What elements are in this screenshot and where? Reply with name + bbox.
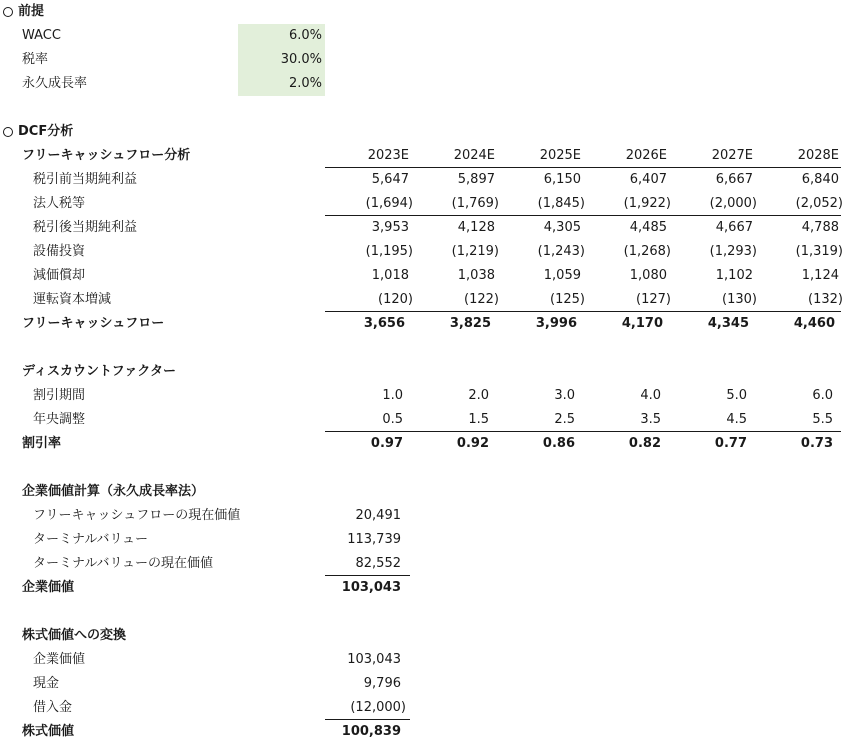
fcf-cell: 4,305 <box>543 220 581 235</box>
section-bullet-icon <box>3 127 13 137</box>
df-cell: 1.0 <box>382 388 403 403</box>
ev-total-cell: 103,043 <box>341 580 401 595</box>
equity-cell: (12,000) <box>350 700 406 715</box>
equity-cell: 9,796 <box>363 676 401 691</box>
year-header: 2026E <box>625 148 667 163</box>
df-total-cell: 0.92 <box>456 436 489 451</box>
fcf-cell: 1,018 <box>371 268 409 283</box>
assumptions-header: 前提 <box>18 4 45 19</box>
fcf-cell: 1,102 <box>715 268 753 283</box>
df-total-cell: 0.97 <box>370 436 403 451</box>
fcf-total-cell: 3,825 <box>449 316 491 331</box>
df-total-cell: 0.77 <box>714 436 747 451</box>
fcf-cell: (1,694) <box>365 196 413 211</box>
df-header: ディスカウントファクター <box>22 364 177 379</box>
fcf-cell: (1,769) <box>451 196 499 211</box>
fcf-total-cell: 4,170 <box>621 316 663 331</box>
fcf-cell: (1,845) <box>537 196 585 211</box>
equity-total-cell: 100,839 <box>341 724 401 739</box>
fcf-cell: 1,059 <box>543 268 581 283</box>
ev-row-label: ターミナルバリュー <box>33 532 149 547</box>
fcf-cell: (130) <box>722 292 757 307</box>
df-cell: 5.5 <box>812 412 833 427</box>
assumption-value-tax[interactable]: 30.0% <box>280 52 322 67</box>
equity-row-label: 企業価値 <box>33 652 86 667</box>
fcf-header: フリーキャッシュフロー分析 <box>22 148 191 163</box>
year-header: 2028E <box>797 148 839 163</box>
fcf-cell: (1,319) <box>795 244 843 259</box>
assumption-value-wacc[interactable]: 6.0% <box>288 28 322 43</box>
df-cell: 1.5 <box>468 412 489 427</box>
df-cell: 3.5 <box>640 412 661 427</box>
equity-total-label: 株式価値 <box>22 724 75 739</box>
year-header: 2024E <box>453 148 495 163</box>
fcf-total-cell: 3,656 <box>363 316 405 331</box>
ev-cell: 113,739 <box>347 532 401 547</box>
df-row-label: 割引期間 <box>33 388 86 403</box>
fcf-cell: 5,897 <box>457 172 495 187</box>
fcf-cell: 1,038 <box>457 268 495 283</box>
fcf-total-cell: 3,996 <box>535 316 577 331</box>
fcf-row-label: 運転資本増減 <box>33 292 112 307</box>
dcf-header: DCF分析 <box>18 124 74 139</box>
df-cell: 2.0 <box>468 388 489 403</box>
fcf-cell: (1,243) <box>537 244 585 259</box>
df-cell: 6.0 <box>812 388 833 403</box>
df-cell: 4.0 <box>640 388 661 403</box>
fcf-cell: 1,080 <box>629 268 667 283</box>
assumption-label-growth: 永久成長率 <box>22 76 88 91</box>
equity-cell: 103,043 <box>347 652 401 667</box>
fcf-row-label: 設備投資 <box>33 244 86 259</box>
section-bullet-icon <box>3 7 13 17</box>
ev-total-label: 企業価値 <box>22 580 75 595</box>
fcf-cell: 4,667 <box>715 220 753 235</box>
df-cell: 0.5 <box>382 412 403 427</box>
df-row-label: 年央調整 <box>33 412 86 427</box>
fcf-cell: 4,128 <box>457 220 495 235</box>
fcf-cell: 3,953 <box>371 220 409 235</box>
df-cell: 5.0 <box>726 388 747 403</box>
fcf-cell: 6,407 <box>629 172 667 187</box>
fcf-cell: 5,647 <box>371 172 409 187</box>
fcf-cell: (2,052) <box>795 196 843 211</box>
fcf-cell: 4,788 <box>801 220 839 235</box>
fcf-cell: (1,195) <box>365 244 413 259</box>
fcf-cell: 6,667 <box>715 172 753 187</box>
equity-row-label: 現金 <box>33 676 60 691</box>
df-total-cell: 0.73 <box>800 436 833 451</box>
df-total-cell: 0.82 <box>628 436 661 451</box>
fcf-cell: 6,150 <box>543 172 581 187</box>
assumption-label-tax: 税率 <box>22 52 49 67</box>
ev-cell: 82,552 <box>355 556 401 571</box>
equity-row-label: 借入金 <box>33 700 73 715</box>
fcf-cell: 1,124 <box>801 268 839 283</box>
fcf-total-label: フリーキャッシュフロー <box>22 316 165 331</box>
assumption-value-growth[interactable]: 2.0% <box>288 76 322 91</box>
fcf-cell: (127) <box>636 292 671 307</box>
fcf-total-cell: 4,345 <box>707 316 749 331</box>
fcf-row-label: 法人税等 <box>33 196 86 211</box>
year-header: 2023E <box>367 148 409 163</box>
df-total-label: 割引率 <box>22 436 62 451</box>
fcf-cell: (132) <box>808 292 843 307</box>
ev-header: 企業価値計算（永久成長率法） <box>22 484 205 499</box>
df-total-cell: 0.86 <box>542 436 575 451</box>
equity-header: 株式価値への変換 <box>22 628 127 643</box>
df-cell: 2.5 <box>554 412 575 427</box>
year-header: 2027E <box>711 148 753 163</box>
fcf-total-cell: 4,460 <box>793 316 835 331</box>
fcf-cell: (1,219) <box>451 244 499 259</box>
fcf-cell: (1,268) <box>623 244 671 259</box>
df-cell: 3.0 <box>554 388 575 403</box>
fcf-row-label: 税引前当期純利益 <box>33 172 138 187</box>
ev-row-label: ターミナルバリューの現在価値 <box>33 556 214 571</box>
fcf-cell: (122) <box>464 292 499 307</box>
ev-cell: 20,491 <box>355 508 401 523</box>
fcf-cell: (125) <box>550 292 585 307</box>
fcf-cell: (120) <box>378 292 413 307</box>
fcf-row-label: 減価償却 <box>33 268 86 283</box>
assumption-label-wacc: WACC <box>22 28 61 43</box>
fcf-cell: (1,922) <box>623 196 671 211</box>
fcf-cell: 6,840 <box>801 172 839 187</box>
fcf-cell: 4,485 <box>629 220 667 235</box>
df-cell: 4.5 <box>726 412 747 427</box>
fcf-cell: (2,000) <box>709 196 757 211</box>
fcf-cell: (1,293) <box>709 244 757 259</box>
year-header: 2025E <box>539 148 581 163</box>
fcf-row-label: 税引後当期純利益 <box>33 220 138 235</box>
ev-row-label: フリーキャッシュフローの現在価値 <box>33 508 241 523</box>
